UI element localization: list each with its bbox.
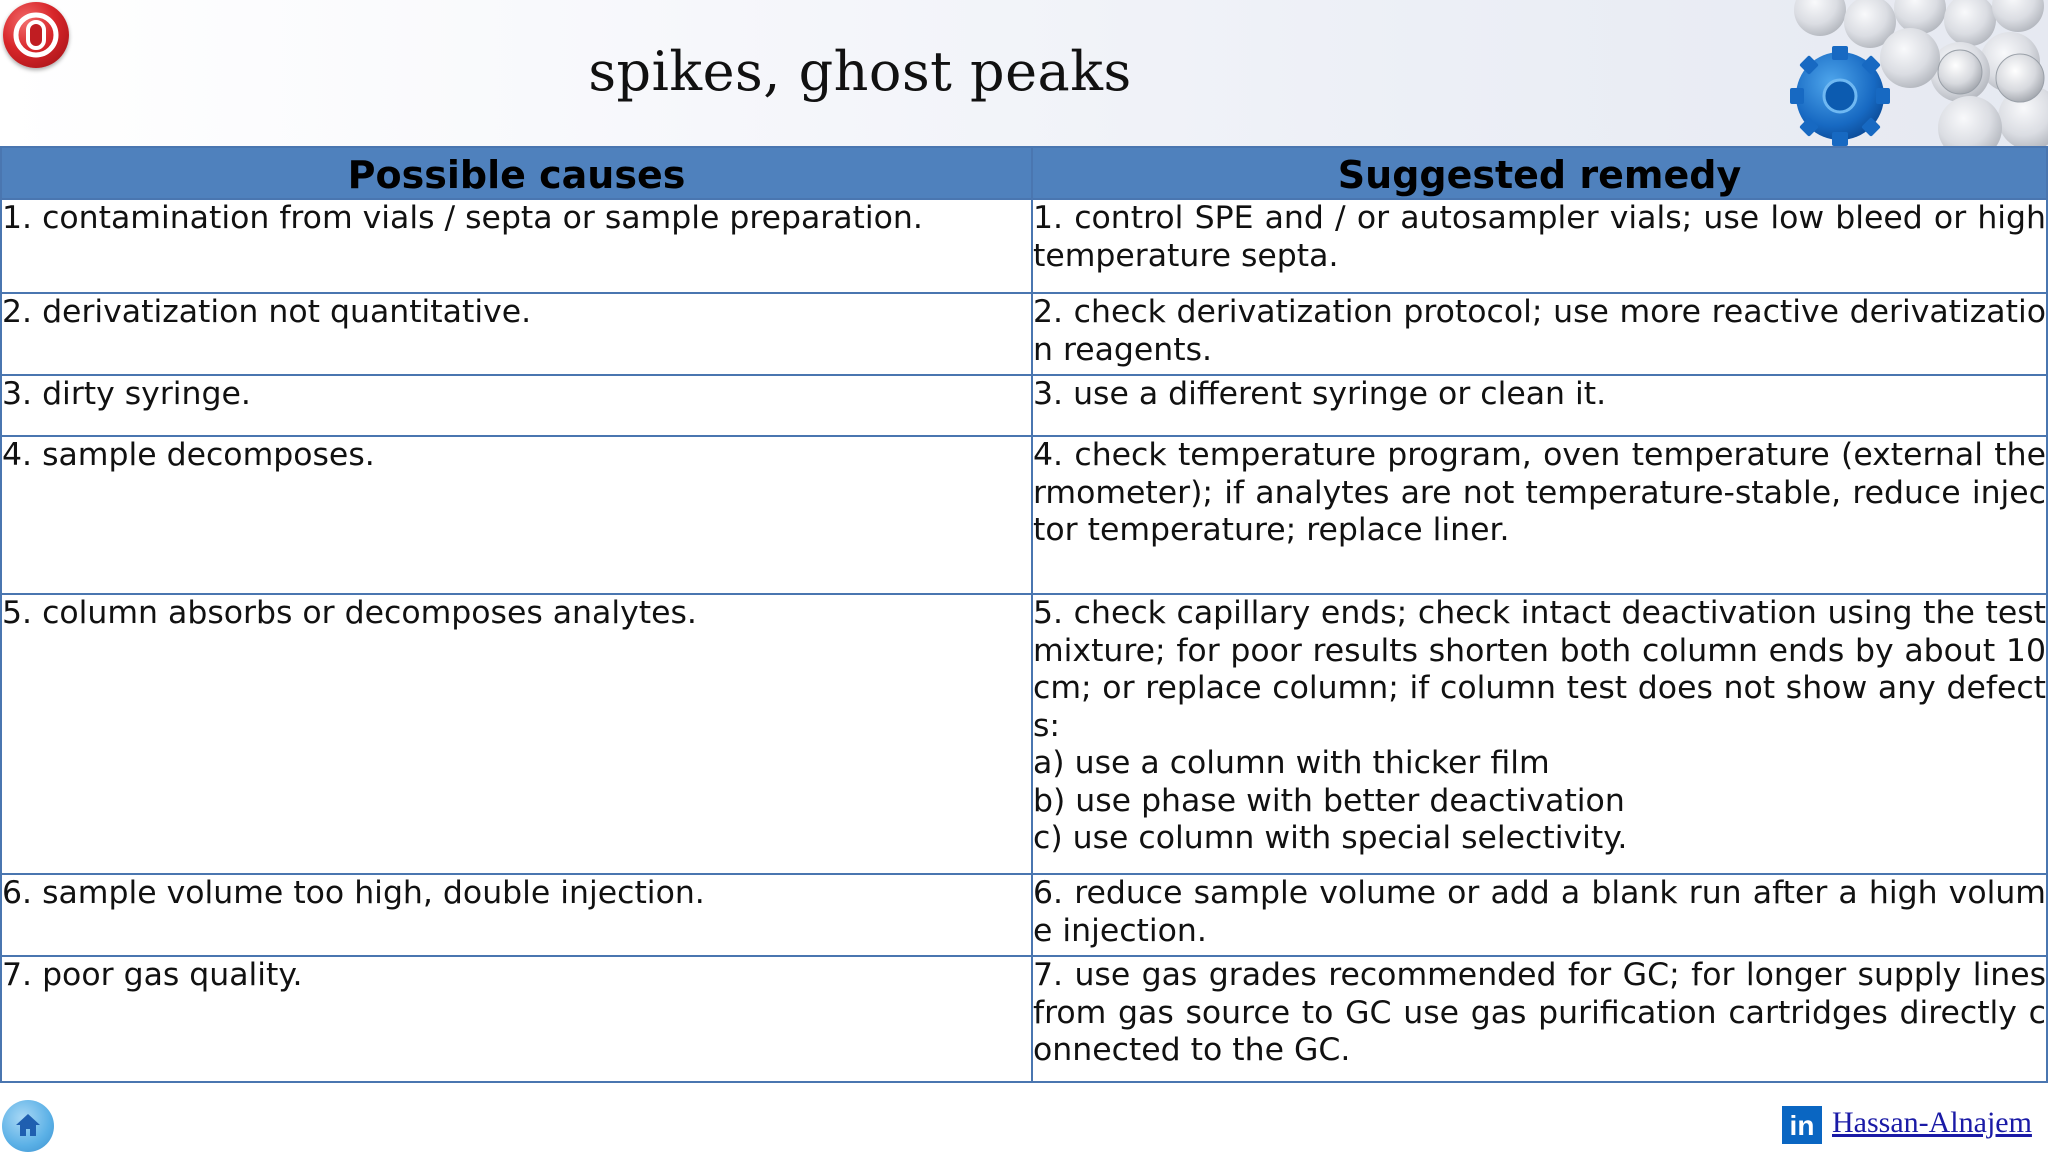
table-row	[1, 594, 2047, 874]
remedy-cell	[1032, 436, 2047, 594]
table-row	[1, 874, 2047, 956]
table-row	[1, 199, 2047, 293]
remedy-text: 4. check temperature program, oven temperature (external thermometer); if analytes are not temperature-stable, reduce injector temperature; replace liner.	[1033, 437, 2046, 548]
cause-cell: 5. column absorbs or decomposes analytes.	[1, 594, 1032, 874]
causes-remedies-table	[0, 146, 2048, 1083]
remedy-text: 5. check capillary ends; check intact deactivation using the test mixture; for poor results shorten both column ends by about 10 cm; or replace column; if column test does not show any defects: a) use a column with thicker film b) use phase with better deactivation c) use column with special selectivity.	[1033, 595, 2046, 856]
table-row	[1, 293, 2047, 375]
remedy-cell	[1032, 293, 2047, 375]
home-icon	[14, 1112, 42, 1138]
cause-cell: 6. sample volume too high, double injection.	[1, 874, 1032, 956]
header-suggested-remedy: Suggested remedy	[1032, 147, 2047, 199]
cause-cell: 1. contamination from vials / septa or sample preparation.	[1, 199, 1032, 293]
remedy-cell	[1032, 375, 2047, 436]
remedy-text: 6. reduce sample volume or add a blank run after a high volume injection.	[1033, 875, 2046, 949]
cause-cell: 7. poor gas quality.	[1, 956, 1032, 1082]
table-row	[1, 375, 2047, 436]
remedy-text: 3. use a different syringe or clean it.	[1033, 376, 1607, 412]
remedy-cell	[1032, 874, 2047, 956]
table-row	[1, 436, 2047, 594]
table-row	[1, 956, 2047, 1082]
header-possible-causes: Possible causes	[1, 147, 1032, 199]
author-link[interactable]: Hassan-Alnajem	[1832, 1106, 2032, 1139]
remedy-cell	[1032, 956, 2047, 1082]
home-button[interactable]	[2, 1100, 54, 1152]
cause-cell: 3. dirty syringe.	[1, 375, 1032, 436]
power-button[interactable]	[3, 2, 69, 68]
gears-image	[1760, 0, 2048, 146]
power-icon	[3, 2, 69, 68]
slide-title: spikes, ghost peaks	[588, 40, 1132, 103]
cause-cell: 2. derivatization not quantitative.	[1, 293, 1032, 375]
linkedin-icon[interactable]: in	[1782, 1106, 1822, 1144]
remedy-text: 2. check derivatization protocol; use more reactive derivatization reagents.	[1033, 294, 2046, 368]
remedy-text: 1. control SPE and / or autosampler vials; use low bleed or high temperature septa.	[1033, 200, 2046, 274]
remedy-cell	[1032, 199, 2047, 293]
remedy-text: 7. use gas grades recommended for GC; for longer supply lines from gas source to GC use gas purification cartridges directly connected to the GC.	[1033, 957, 2046, 1068]
remedy-cell	[1032, 594, 2047, 874]
table-header-row	[1, 147, 2047, 199]
cause-cell: 4. sample decomposes.	[1, 436, 1032, 594]
